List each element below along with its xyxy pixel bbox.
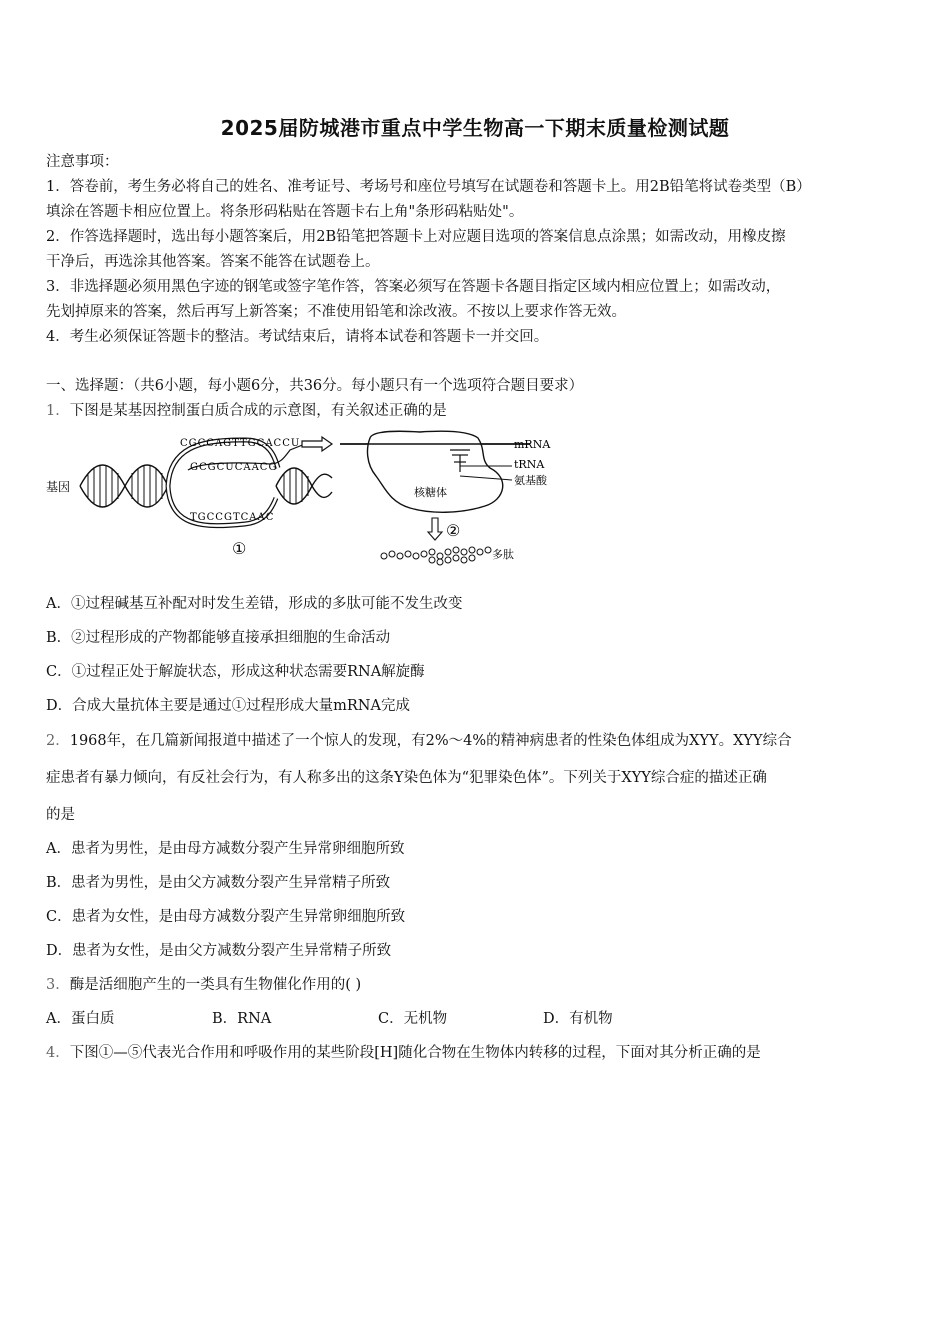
question-text: 下图是某基因控制蛋白质合成的示意图，有关叙述正确的是: [69, 403, 447, 419]
question-number: 2．: [46, 733, 70, 749]
question-number: 3．: [46, 977, 70, 993]
question-text: 酶是活细胞产生的一类具有生物催化作用的( ): [69, 977, 362, 993]
notice-line: 1．答卷前，考生务必将自己的姓名、准考证号、考场号和座位号填写在试题卷和答题卡上。用2B铅笔将试卷类型（B）: [46, 179, 811, 195]
question-2-stem-cont: 症患者有暴力倾向，有反社会行为，有人称多出的这条Y染色体为“犯罪染色体”。下列关于XYY综合症的描述正确: [46, 770, 767, 786]
q3-option-c[interactable]: C．无机物: [378, 1011, 448, 1027]
notice-heading: 注意事项：: [46, 154, 119, 170]
process-1-label: ①: [232, 539, 247, 558]
gene-expression-diagram: [40, 428, 580, 578]
q2-option-b[interactable]: B．患者为男性，是由父方减数分裂产生异常精子所致: [46, 875, 391, 891]
mrna-label: mRNA: [514, 438, 551, 451]
question-number: 4．: [46, 1045, 70, 1061]
notice-line: 干净后，再选涂其他答案。答案不能答在试题卷上。: [46, 254, 380, 270]
notice-line: 先划掉原来的答案，然后再写上新答案；不准使用铅笔和涂改液。不按以上要求作答无效。: [46, 304, 626, 320]
question-text: 下图①—⑤代表光合作用和呼吸作用的某些阶段[H]随化合物在生物体内转移的过程，下面对其分析正确的是: [69, 1045, 761, 1061]
question-3-stem: [46, 975, 906, 995]
q1-option-c[interactable]: C．①过程正处于解旋状态，形成这种状态需要RNA解旋酶: [46, 664, 425, 680]
question-1-stem: [46, 401, 906, 421]
polypeptide-label: 多肽: [492, 548, 514, 561]
amino-acid-label: 氨基酸: [514, 474, 547, 487]
notice-line: 3．非选择题必须用黑色字迹的钢笔或签字笔作答，答案必须写在答题卡各题目指定区域内相应位置上；如需改动，: [46, 279, 781, 295]
trna-label: tRNA: [514, 458, 545, 471]
q2-option-a[interactable]: A．患者为男性，是由母方减数分裂产生异常卵细胞所致: [46, 841, 405, 857]
notice-line: 4．考生必须保证答题卡的整洁。考试结束后，请将本试卷和答题卡一并交回。: [46, 329, 549, 345]
notice-line: 填涂在答题卡相应位置上。将条形码粘贴在答题卡右上角"条形码粘贴处"。: [46, 204, 524, 220]
dna-helix-right: [276, 468, 332, 504]
ribosome-label: 核糖体: [414, 486, 447, 499]
question-4-stem: [46, 1043, 906, 1063]
section-heading: 一、选择题：（共6小题，每小题6分，共36分。每小题只有一个选项符合题目要求）: [46, 378, 584, 394]
q3-option-a[interactable]: A．蛋白质: [46, 1011, 115, 1027]
process-2-label: ②: [446, 521, 461, 540]
q2-option-d[interactable]: D．患者为女性，是由父方减数分裂产生异常精子所致: [46, 943, 392, 959]
gene-label: 基因: [46, 480, 71, 494]
question-number: 1．: [46, 403, 70, 419]
seq-top: CGCCAGTTGCACCU: [180, 438, 301, 449]
seq-mid: GCGCUCAACG: [190, 462, 278, 473]
q2-option-c[interactable]: C．患者为女性，是由母方减数分裂产生异常卵细胞所致: [46, 909, 406, 925]
q1-option-b[interactable]: B．②过程形成的产物都能够直接承担细胞的生命活动: [46, 630, 391, 646]
seq-bottom: TGCCGTCAAC: [190, 512, 275, 523]
page-title: 2025届防城港市重点中学生物高一下期末质量检测试题: [220, 116, 730, 140]
question-2-stem: [46, 731, 906, 751]
q3-option-b[interactable]: B．RNA: [212, 1011, 272, 1027]
q1-option-d[interactable]: D．合成大量抗体主要是通过①过程形成大量mRNA完成: [46, 698, 410, 714]
arrow-down-icon: [428, 518, 442, 540]
notice-line: 2．作答选择题时，选出每小题答案后，用2B铅笔把答题卡上对应题目选项的答案信息点涂黑；如需改动，用橡皮擦: [46, 229, 786, 245]
question-text: 1968年，在几篇新闻报道中描述了一个惊人的发现，有2%～4%的精神病患者的性染色体组成为XYY。XYY综合: [69, 733, 792, 749]
dna-helix-left: [80, 465, 168, 507]
q3-option-d[interactable]: D．有机物: [543, 1011, 613, 1027]
polypeptide-chain: [381, 547, 491, 565]
q1-option-a[interactable]: A．①过程碱基互补配对时发生差错，形成的多肽可能不发生改变: [46, 596, 463, 612]
question-2-stem-cont: 的是: [46, 807, 75, 823]
arrow-right-icon: [302, 437, 332, 451]
